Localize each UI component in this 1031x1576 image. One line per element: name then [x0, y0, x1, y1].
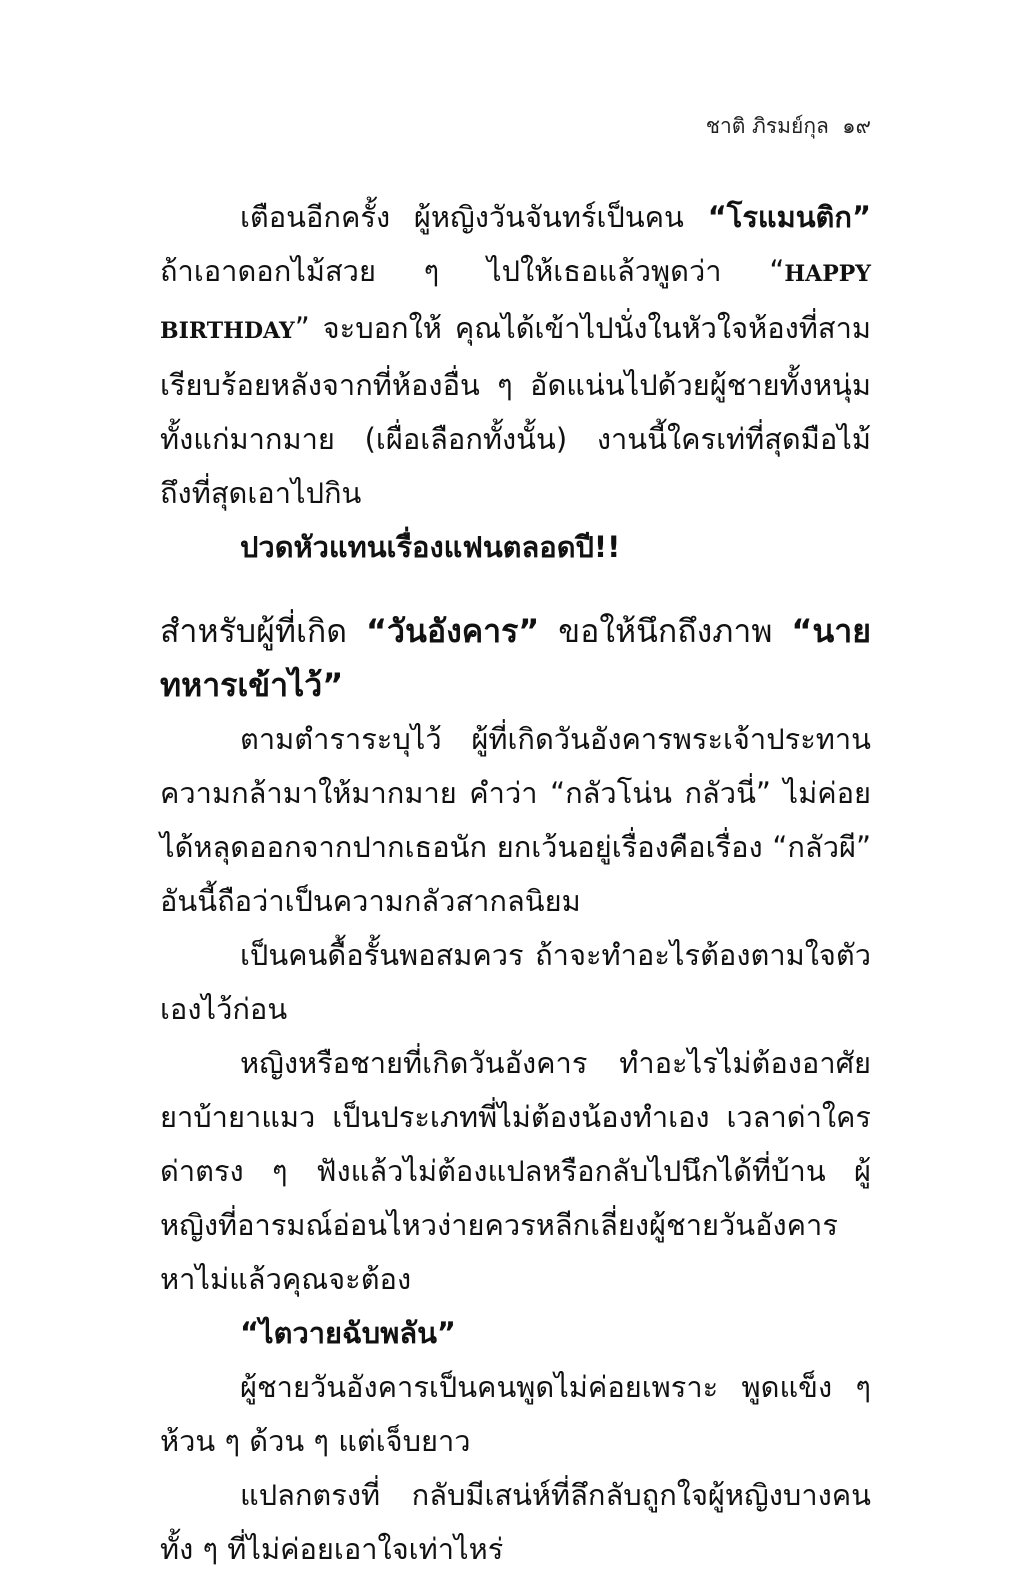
text-run: ขอให้นึกถึงภาพ [539, 612, 792, 650]
paragraph-tuesday-courage: ตามตำราระบุไว้ ผู้ที่เกิดวันอังคารพระเจ้าประทานความกล้ามาให้มากมาย คำว่า “กลัวโน่น กลัวนี่” ไม่ค่อยได้หลุดออกจากปากเธอนัก ยกเว้นอยู่เรื่องคือเรื่อง “กลัวผี” อันนี้ถือว่าเป็นความกลัวสากลนิยม [160, 722, 871, 918]
paragraph-monday-closing: ปวดหัวแทนเรื่องแฟนตลอดปี!! [240, 530, 621, 564]
paragraph-monday-warning [160, 190, 871, 520]
paragraph-tuesday-men: ผู้ชายวันอังคารเป็นคนพูดไม่ค่อยเพราะ พูดแข็ง ๆ ห้วน ๆ ด้วน ๆ แต่เจ็บยาว [160, 1370, 871, 1458]
text-run: เตือนอีกครั้ง ผู้หญิงวันจันทร์เป็นคน [240, 200, 708, 234]
latin-phrase: HAPPY BIRTHDAY [160, 261, 871, 344]
section-gap [160, 574, 871, 604]
bold-phrase: “นายทหารเข้าไว้” [160, 612, 871, 704]
text-run: ” จะบอกให้ คุณได้เข้าไปนั่งในหัวใจห้องที่สามเรียบร้อยหลังจากที่ห้องอื่น ๆ อัดแน่นไปด้วยผู้ชายทั้งหนุ่มทั้งแก่มากมาย (เผื่อเลือกทั้งนั้น) งานนี้ใครเท่ที่สุดมือไม้ถึงที่สุดเอาไปกิน [160, 311, 871, 510]
running-title: ชาติ ภิรมย์กุล [705, 114, 829, 138]
body-text [160, 190, 871, 1576]
page-number: ๑๙ [842, 114, 871, 138]
paragraph-tuesday-charm: แปลกตรงที่ กลับมีเสน่ห์ที่ลึกลับถูกใจผู้หญิงบางคนทั้ง ๆ ที่ไม่ค่อยเอาใจเท่าไหร่ [160, 1478, 871, 1566]
paragraph-tuesday-stubborn: เป็นคนดื้อรั้นพอสมควร ถ้าจะทำอะไรต้องตามใจตัวเองไว้ก่อน [160, 938, 871, 1026]
bold-phrase: “วันอังคาร” [365, 612, 540, 650]
bold-phrase: “โรแมนติก” [707, 200, 871, 234]
running-header [706, 110, 871, 143]
text-run: สำหรับผู้ที่เกิด [160, 612, 366, 650]
paragraph-tuesday-direct: หญิงหรือชายที่เกิดวันอังคาร ทำอะไรไม่ต้องอาศัยยาบ้ายาแมว เป็นประเภทพี่ไม่ต้องน้องทำเอง เวลาด่าใครด่าตรง ๆ ฟังแล้วไม่ต้องแปลหรือกลับไปนึกได้ที่บ้าน ผู้หญิงที่อารมณ์อ่อนไหวง่ายควรหลีกเลี่ยงผู้ชายวันอังคาร หาไม่แล้วคุณจะต้อง [160, 1046, 871, 1296]
section-heading-tuesday [160, 604, 871, 712]
paragraph-tuesday-emphasis: “ไตวายฉับพลัน” [240, 1316, 456, 1350]
text-run: ถ้าเอาดอกไม้สวย ๆ ไปให้เธอแล้วพูดว่า “ [160, 254, 785, 288]
